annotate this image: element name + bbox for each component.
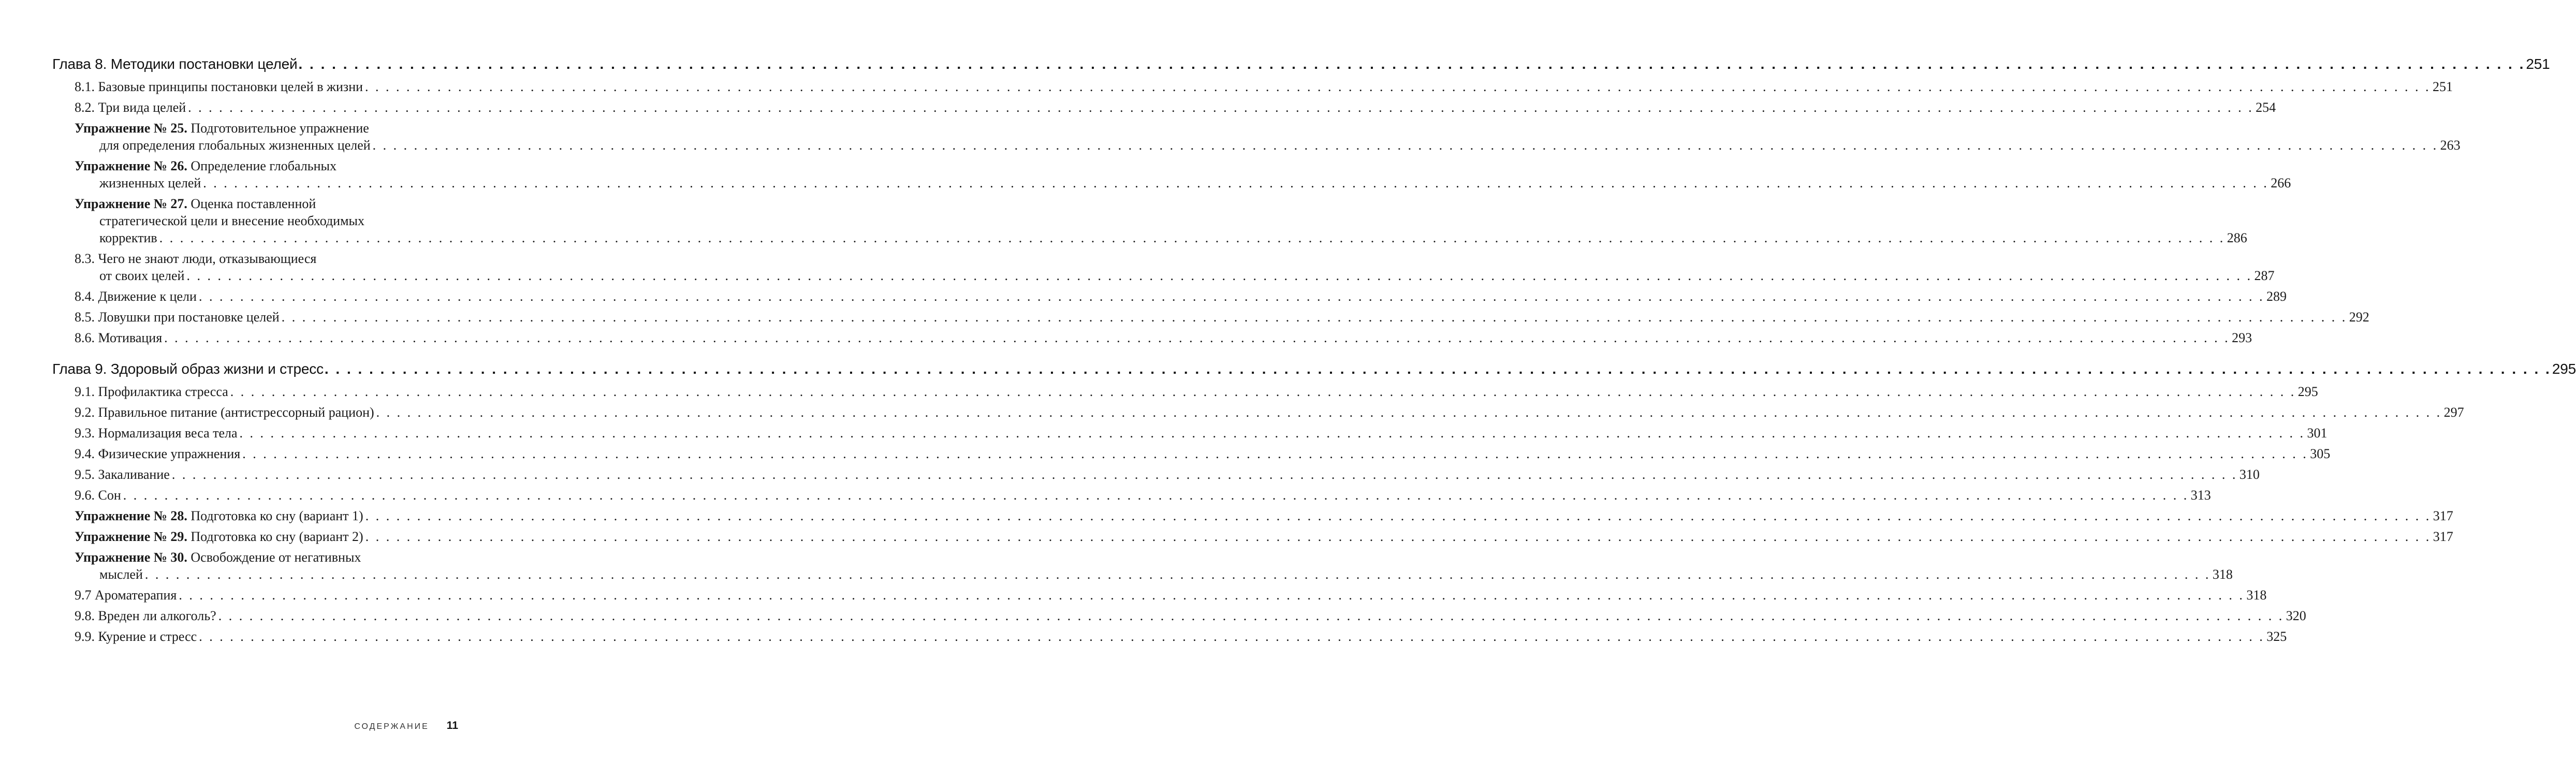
entry-line (75, 174, 2291, 192)
entry-line (75, 120, 458, 137)
entry-title: Подготовительное упражнение (187, 121, 369, 136)
dot-leader: . . . . . . . . . . . . . . . . . . . . . . . . . . . . . . . . . . . . . . . . . . . . . . . . . . . . . . . . . . . . . . . . . . . . . . . . . . . . . . . . . . . . . . . . . . . . . . . . . . . . . . . . . . . . . . . . . . . . . . . . . . . . . . . . . . . . . . . . . . . . . . . . . . . . . . . . . . . . . . . . . . . . . . . . . . . . . . . . . . . . . . . . . . . . . . . . . . . . . . . . (324, 361, 2551, 377)
entry-title-continued: мыслей (99, 567, 143, 582)
entry-text (75, 383, 228, 400)
entry-line (75, 288, 2287, 305)
entry-page-number: 266 (2271, 175, 2291, 191)
exercise-number: Упражнение № 30. (75, 550, 187, 565)
chapter-title: Глава 8. Методики постановки целей (52, 56, 298, 72)
dot-leader: . . . . . . . . . . . . . . . . . . . . . . . . . . . . . . . . . . . . . . . . . . . . . . . . . . . . . . . . . . . . . . . . . . . . . . . . . . . . . . . . . . . . . . . . . . . . . . . . . . . . . . . . . . . . . . . . . . . . . . . . . . . . . . . . . . . . . . . . . . . . . . . . . . . . . . . . . . . . . . . . . . . . . . . . . . . . . . . . . . . . . . . . . . . . . . . . . . . . . . . . (281, 310, 2347, 325)
entry-page-number: 310 (2239, 467, 2260, 482)
entry-page-number: 287 (2254, 268, 2275, 283)
entry-line (75, 566, 2233, 583)
entry-text (75, 445, 240, 462)
entry-page-number: 251 (2433, 79, 2453, 94)
chapter-entries (52, 78, 2461, 346)
section-entry[interactable] (75, 383, 2318, 400)
entry-line (75, 424, 2328, 442)
dot-leader: . . . . . . . . . . . . . . . . . . . . . . . . . . . . . . . . . . . . . . . . . . . . . . . . . . . . . . . . . . . . . . . . . . . . . . . . . . . . . . . . . . . . . . . . . . . . . . . . . . . . . . . . . . . . . . . . . . . . . . . . . . . . . . . . . . . . . . . . . . . . . . . . . . . . . . . . . . . . . . . . . . . . . . . . . . . . . . . . . . . . . . . . . . . . . . . . . . . . . . . . (203, 175, 2269, 191)
entry-page-number: 286 (2227, 230, 2247, 245)
entry-line (75, 229, 2247, 246)
exercise-entry[interactable] (75, 549, 2233, 583)
entry-text (75, 424, 238, 442)
entry-line (75, 212, 458, 229)
dot-leader: . . . . . . . . . . . . . . . . . . . . . . . . . . . . . . . . . . . . . . . . . . . . . . . . . . . . . . . . . . . . . . . . . . . . . . . . . . . . . . . . . . . . . . . . . . . . . . . . . . . . . . . . . . . . . . . . . . . . . . . . . . . . . . . . . . . . . . . . . . . . . . . . . . . . . . . . . . . . . . . . . . . . . . . . . . . . . . . . . . . . . . . . . . . . . . . . . . . . . . . . (365, 79, 2431, 94)
dot-leader: . . . . . . . . . . . . . . . . . . . . . . . . . . . . . . . . . . . . . . . . . . . . . . . . . . . . . . . . . . . . . . . . . . . . . . . . . . . . . . . . . . . . . . . . . . . . . . . . . . . . . . . . . . . . . . . . . . . . . . . . . . . . . . . . . . . . . . . . . . . . . . . . . . . . . . . . . . . . . . . . . . . . . . . . . . . . . . . . . . . . . . . . . . . . . . . . . . . . . . . . (365, 508, 2431, 523)
entry-line (75, 607, 2306, 624)
exercise-entry[interactable] (75, 507, 2453, 524)
entry-title: 9.6. Сон (75, 488, 121, 503)
entry-text (75, 587, 177, 604)
exercise-number: Упражнение № 27. (75, 196, 187, 211)
entry-text (75, 329, 162, 346)
dot-leader: . . . . . . . . . . . . . . . . . . . . . . . . . . . . . . . . . . . . . . . . . . . . . . . . . . . . . . . . . . . . . . . . . . . . . . . . . . . . . . . . . . . . . . . . . . . . . . . . . . . . . . . . . . . . . . . . . . . . . . . . . . . . . . . . . . . . . . . . . . . . . . . . . . . . . . . . . . . . . . . . . . . . . . . . . . . . . . . . . . . . . . . . . . . . . . . . . . . . . . . . (376, 405, 2442, 420)
dot-leader: . . . . . . . . . . . . . . . . . . . . . . . . . . . . . . . . . . . . . . . . . . . . . . . . . . . . . . . . . . . . . . . . . . . . . . . . . . . . . . . . . . . . . . . . . . . . . . . . . . . . . . . . . . . . . . . . . . . . . . . . . . . . . . . . . . . . . . . . . . . . . . . . . . . . . . . . . . . . . . . . . . . . . . . . . . . . . . . . . . . . . . . . . . . . . . . . . . . . . . . . (242, 446, 2308, 461)
entry-line (75, 445, 2331, 462)
entry-title: 8.6. Мотивация (75, 330, 163, 345)
entry-page-number: 320 (2286, 608, 2306, 623)
entry-title-continued: от своих целей (99, 268, 185, 283)
section-entry[interactable] (75, 309, 2369, 326)
entry-title: 9.1. Профилактика стресса (75, 384, 228, 399)
entry-title: 9.7 Ароматерапия (75, 588, 177, 603)
entry-text (75, 466, 170, 483)
entry-title: 8.4. Движение к цели (75, 289, 197, 304)
entry-title: 9.8. Вреден ли алкоголь? (75, 608, 216, 623)
chapter-title: Глава 9. Здоровый образ жизни и стресс (52, 361, 324, 377)
exercise-entry[interactable] (75, 195, 2247, 246)
dot-leader: . . . . . . . . . . . . . . . . . . . . . . . . . . . . . . . . . . . . . . . . . . . . . . . . . . . . . . . . . . . . . . . . . . . . . . . . . . . . . . . . . . . . . . . . . . . . . . . . . . . . . . . . . . . . . . . . . . . . . . . . . . . . . . . . . . . . . . . . . . . . . . . . . . . . . . . . . . . . . . . . . . . . . . . . . . . . . . . . . . . . . . . . . . . . . . . . . . . . . . . . (179, 588, 2245, 603)
table-of-contents (52, 54, 2576, 645)
dot-leader: . . . . . . . . . . . . . . . . . . . . . . . . . . . . . . . . . . . . . . . . . . . . . . . . . . . . . . . . . . . . . . . . . . . . . . . . . . . . . . . . . . . . . . . . . . . . . . . . . . . . . . . . . . . . . . . . . . . . . . . . . . . . . . . . . . . . . . . . . . . . . . . . . . . . . . . . . . . . . . . . . . . . . . . . . . . . . . . . . . . . . . . . . . . . . . . . . . . . . . . . (144, 567, 2211, 582)
entry-line (75, 157, 458, 174)
section-entry[interactable] (75, 99, 2276, 116)
section-entry[interactable] (75, 628, 2287, 645)
dot-leader: . . . . . . . . . . . . . . . . . . . . . . . . . . . . . . . . . . . . . . . . . . . . . . . . . . . . . . . . . . . . . . . . . . . . . . . . . . . . . . . . . . . . . . . . . . . . . . . . . . . . . . . . . . . . . . . . . . . . . . . . . . . . . . . . . . . . . . . . . . . . . . . . . . . . . . . . . . . . . . . . . . . . . . . . . . . . . . . . . . . . . . . . . . . . . . . . . . . . . . . . (372, 138, 2438, 153)
exercise-number: Упражнение № 28. (75, 508, 187, 523)
entry-page-number: 297 (2443, 405, 2464, 420)
entry-page-number: 313 (2190, 488, 2211, 503)
entry-title: 8.1. Базовые принципы постановки целей в жизни (75, 79, 363, 94)
exercise-number: Упражнение № 25. (75, 121, 187, 136)
entry-page-number: 318 (2212, 567, 2233, 582)
entry-page-number: 301 (2307, 426, 2328, 441)
dot-leader: . . . . . . . . . . . . . . . . . . . . . . . . . . . . . . . . . . . . . . . . . . . . . . . . . . . . . . . . . . . . . . . . . . . . . . . . . . . . . . . . . . . . . . . . . . . . . . . . . . . . . . . . . . . . . . . . . . . . . . . . . . . . . . . . . . . . . . . . . . . . . . . . . . . . . . . . . . . . . . . . . . . . . . . . . . . . . . . . . . . . . . . . . . . . . . . . . . . . . . . . (239, 426, 2305, 441)
section-entry[interactable] (75, 424, 2328, 442)
entry-line (75, 137, 2461, 154)
entry-page-number: 317 (2433, 508, 2453, 523)
entry-page-number: 263 (2440, 138, 2461, 153)
dot-leader: . . . . . . . . . . . . . . . . . . . . . . . . . . . . . . . . . . . . . . . . . . . . . . . . . . . . . . . . . . . . . . . . . . . . . . . . . . . . . . . . . . . . . . . . . . . . . . . . . . . . . . . . . . . . . . . . . . . . . . . . . . . . . . . . . . . . . . . . . . . . . . . . . . . . . . . . . . . . . . . . . . . . . . . . . . . . . . . . . . . . . . . . . . . . . . . . . . . . . . . . (230, 384, 2296, 399)
exercise-entry[interactable] (75, 528, 2453, 545)
entry-line (75, 329, 2252, 346)
page-footer (0, 720, 458, 732)
chapter-heading[interactable] (52, 359, 2576, 379)
section-entry[interactable] (75, 487, 2211, 504)
section-entry[interactable] (75, 445, 2331, 462)
entry-line (75, 99, 2276, 116)
entry-page-number: 318 (2246, 588, 2267, 603)
dot-leader: . . . . . . . . . . . . . . . . . . . . . . . . . . . . . . . . . . . . . . . . . . . . . . . . . . . . . . . . . . . . . . . . . . . . . . . . . . . . . . . . . . . . . . . . . . . . . . . . . . . . . . . . . . . . . . . . . . . . . . . . . . . . . . . . . . . . . . . . . . . . . . . . . . . . . . . . . . . . . . . . . . . . . . . . . . . . . . . . . . . . . . . . . . . . . . . . . . . . . . . . (198, 289, 2264, 304)
entry-title: 9.3. Нормализация веса тела (75, 426, 238, 441)
entry-title: 8.2. Три вида целей (75, 100, 186, 115)
entry-line (75, 587, 2267, 604)
running-header: СОДЕРЖАНИЕ (354, 722, 429, 731)
entry-title: 9.5. Закаливание (75, 467, 170, 482)
entry-line (75, 309, 2369, 326)
entry-text (75, 78, 363, 95)
entry-line (75, 466, 2260, 483)
entry-page-number: 295 (2297, 384, 2318, 399)
entry-title: 9.4. Физические упражнения (75, 446, 241, 461)
entry-text (75, 487, 121, 504)
entry-line (75, 383, 2318, 400)
entry-line (75, 507, 2453, 524)
page-number: 11 (446, 720, 458, 731)
entry-title: 8.3. Чего не знают люди, отказывающиеся (75, 251, 317, 266)
entry-text (75, 628, 197, 645)
entry-title: Подготовка ко сну (вариант 1) (187, 508, 363, 523)
entry-page-number: 292 (2349, 310, 2369, 325)
section-entry[interactable] (75, 250, 2275, 284)
entry-title: Подготовка ко сну (вариант 2) (187, 529, 363, 544)
chapter-page-number: 251 (2526, 56, 2550, 72)
entry-page-number: 305 (2310, 446, 2331, 461)
entry-title: 8.5. Ловушки при постановке целей (75, 310, 280, 325)
entry-text (75, 607, 216, 624)
entry-page-number: 293 (2232, 330, 2252, 345)
section-entry[interactable] (75, 288, 2287, 305)
entry-line (75, 628, 2287, 645)
exercise-entry[interactable] (75, 157, 2291, 192)
entry-title: Освобождение от негативных (187, 550, 361, 565)
entry-line (75, 250, 458, 267)
entry-title-continued: жизненных целей (99, 175, 201, 191)
entry-line (75, 78, 2453, 95)
dot-leader: . . . . . . . . . . . . . . . . . . . . . . . . . . . . . . . . . . . . . . . . . . . . . . . . . . . . . . . . . . . . . . . . . . . . . . . . . . . . . . . . . . . . . . . . . . . . . . . . . . . . . . . . . . . . . . . . . . . . . . . . . . . . . . . . . . . . . . . . . . . . . . . . . . . . . . . . . . . . . . . . . . . . . . . . . . . . . . . . . . . . . . . . . . . . . . . . . . . . . . . . (365, 529, 2431, 544)
dot-leader: . . . . . . . . . . . . . . . . . . . . . . . . . . . . . . . . . . . . . . . . . . . . . . . . . . . . . . . . . . . . . . . . . . . . . . . . . . . . . . . . . . . . . . . . . . . . . . . . . . . . . . . . . . . . . . . . . . . . . . . . . . . . . . . . . . . . . . . . . . . . . . . . . . . . . . . . . . . . . . . . . . . . . . . . . . . . . . . . . . . . . . . . . . . . . . . . . . . . . . . . (199, 629, 2265, 644)
entry-line (75, 267, 2275, 284)
dot-leader: . . . . . . . . . . . . . . . . . . . . . . . . . . . . . . . . . . . . . . . . . . . . . . . . . . . . . . . . . . . . . . . . . . . . . . . . . . . . . . . . . . . . . . . . . . . . . . . . . . . . . . . . . . . . . . . . . . . . . . . . . . . . . . . . . . . . . . . . . . . . . . . . . . . . . . . . . . . . . . . . . . . . . . . . . . . . . . . . . . . . . . . . . . . . . . . . . . . . . . . . (171, 467, 2237, 482)
entry-line (75, 528, 2453, 545)
entry-title: Определение глобальных (187, 158, 336, 173)
exercise-number: Упражнение № 29. (75, 529, 187, 544)
dot-leader: . . . . . . . . . . . . . . . . . . . . . . . . . . . . . . . . . . . . . . . . . . . . . . . . . . . . . . . . . . . . . . . . . . . . . . . . . . . . . . . . . . . . . . . . . . . . . . . . . . . . . . . . . . . . . . . . . . . . . . . . . . . . . . . . . . . . . . . . . . . . . . . . . . . . . . . . . . . . . . . . . . . . . . . . . . . . . . . . . . . . . . . . . . . . . . . . . . . . . . . . (186, 268, 2252, 283)
dot-leader: . . . . . . . . . . . . . . . . . . . . . . . . . . . . . . . . . . . . . . . . . . . . . . . . . . . . . . . . . . . . . . . . . . . . . . . . . . . . . . . . . . . . . . . . . . . . . . . . . . . . . . . . . . . . . . . . . . . . . . . . . . . . . . . . . . . . . . . . . . . . . . . . . . . . . . . . . . . . . . . . . . . . . . . . . . . . . . . . . . . . . . . . . . . . . . . . . . . . . . . . (164, 330, 2230, 345)
entry-text (75, 99, 186, 116)
chapter-entries (52, 383, 2464, 645)
entry-line (75, 195, 458, 212)
section-entry[interactable] (75, 329, 2252, 346)
entry-line (75, 487, 2211, 504)
entry-title-continued: стратегической цели и внесение необходимых (99, 213, 365, 228)
entry-line (75, 404, 2464, 421)
entry-title: Оценка поставленной (187, 196, 316, 211)
section-entry[interactable] (75, 587, 2267, 604)
dot-leader: . . . . . . . . . . . . . . . . . . . . . . . . . . . . . . . . . . . . . . . . . . . . . . . . . . . . . . . . . . . . . . . . . . . . . . . . . . . . . . . . . . . . . . . . . . . . . . . . . . . . . . . . . . . . . . . . . . . . . . . . . . . . . . . . . . . . . . . . . . . . . . . . . . . . . . . . . . . . . . . . . . . . . . . . . . . . . . . . . . . . . . . . . . . . . . . . . . . . . . . . (188, 100, 2254, 115)
chapter-heading[interactable] (52, 54, 2550, 75)
dot-leader: . . . . . . . . . . . . . . . . . . . . . . . . . . . . . . . . . . . . . . . . . . . . . . . . . . . . . . . . . . . . . . . . . . . . . . . . . . . . . . . . . . . . . . . . . . . . . . . . . . . . . . . . . . . . . . . . . . . . . . . . . . . . . . . . . . . . . . . . . . . . . . . . . . . . . . . . . . . . . . . . . . . . . . . . . . . . . . . . . . . . . . . . . . . . . . . . . . . . . . . . (123, 488, 2189, 503)
entry-text (75, 507, 363, 524)
entry-text (75, 309, 280, 326)
entry-page-number: 289 (2266, 289, 2287, 304)
exercise-entry[interactable] (75, 120, 2461, 154)
entry-title-continued: для определения глобальных жизненных целей (99, 138, 371, 153)
entry-page-number: 317 (2433, 529, 2453, 544)
entry-text (75, 288, 197, 305)
entry-title: 9.2. Правильное питание (антистрессорный рацион) (75, 405, 374, 420)
entry-text (75, 404, 374, 421)
entry-page-number: 325 (2266, 629, 2287, 644)
dot-leader: . . . . . . . . . . . . . . . . . . . . . . . . . . . . . . . . . . . . . . . . . . . . . . . . . . . . . . . . . . . . . . . . . . . . . . . . . . . . . . . . . . . . . . . . . . . . . . . . . . . . . . . . . . . . . . . . . . . . . . . . . . . . . . . . . . . . . . . . . . . . . . . . . . . . . . . . . . . . . . . . . . . . . . . . . . . . . . . . . . . . . . . . . . . . . . . . . . . . . . . . (298, 56, 2525, 72)
dot-leader: . . . . . . . . . . . . . . . . . . . . . . . . . . . . . . . . . . . . . . . . . . . . . . . . . . . . . . . . . . . . . . . . . . . . . . . . . . . . . . . . . . . . . . . . . . . . . . . . . . . . . . . . . . . . . . . . . . . . . . . . . . . . . . . . . . . . . . . . . . . . . . . . . . . . . . . . . . . . . . . . . . . . . . . . . . . . . . . . . . . . . . . . . . . . . . . . . . . . . . . . (218, 608, 2284, 623)
section-entry[interactable] (75, 466, 2260, 483)
entry-title: 9.9. Курение и стресс (75, 629, 197, 644)
entry-page-number: 254 (2256, 100, 2276, 115)
section-entry[interactable] (75, 607, 2306, 624)
section-entry[interactable] (75, 404, 2464, 421)
chapter-page-number: 295 (2552, 361, 2576, 377)
section-entry[interactable] (75, 78, 2453, 95)
entry-line (75, 549, 458, 566)
entry-title-continued: корректив (99, 230, 157, 245)
dot-leader: . . . . . . . . . . . . . . . . . . . . . . . . . . . . . . . . . . . . . . . . . . . . . . . . . . . . . . . . . . . . . . . . . . . . . . . . . . . . . . . . . . . . . . . . . . . . . . . . . . . . . . . . . . . . . . . . . . . . . . . . . . . . . . . . . . . . . . . . . . . . . . . . . . . . . . . . . . . . . . . . . . . . . . . . . . . . . . . . . . . . . . . . . . . . . . . . . . . . . . . . (159, 230, 2225, 245)
entry-text (75, 528, 363, 545)
exercise-number: Упражнение № 26. (75, 158, 187, 173)
